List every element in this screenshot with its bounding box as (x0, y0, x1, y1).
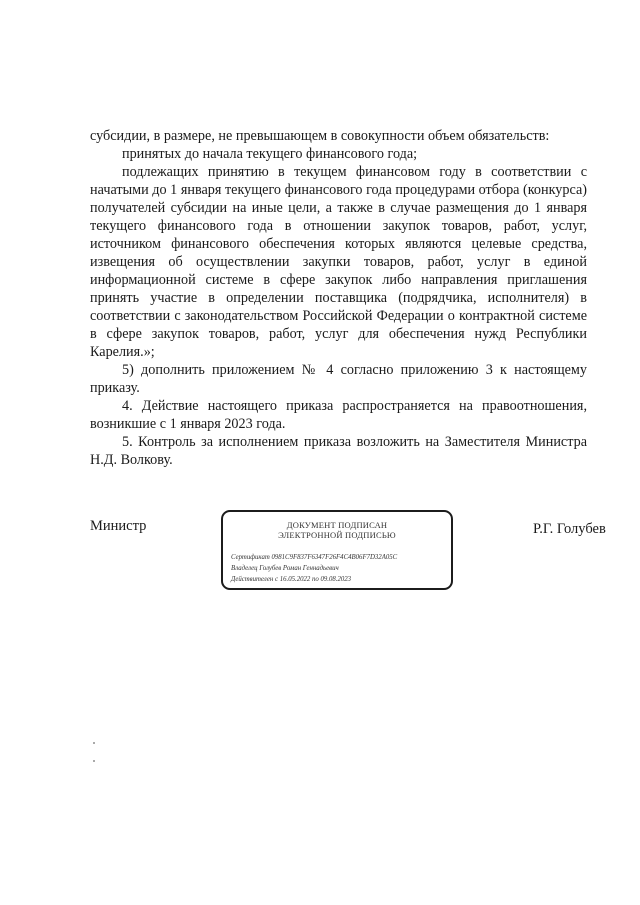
stamp-header-line-2: ЭЛЕКТРОННОЙ ПОДПИСЬЮ (278, 530, 396, 540)
scan-speck (93, 760, 95, 762)
paragraph-item-5-control: 5. Контроль за исполнением приказа возложить на Заместителя Министра Н.Д. Волкову. (90, 434, 587, 468)
signatory-name: Р.Г. Голубев (533, 521, 606, 537)
scan-speck (93, 742, 95, 744)
stamp-validity: Действителен с 16.05.2022 по 09.08.2023 (231, 576, 352, 583)
paragraph-item-5-appendix: 5) дополнить приложением № 4 согласно приложению 3 к настоящему приказу. (90, 362, 587, 396)
paragraph-subsidy-limit: субсидии, в размере, не превышающем в совокупности объем обязательств: (90, 128, 550, 144)
signatory-title: Министр (90, 518, 147, 534)
stamp-owner: Владелец Голубев Роман Геннадьевич (231, 565, 339, 572)
document-body (90, 127, 587, 469)
stamp-header-line-1: ДОКУМЕНТ ПОДПИСАН (286, 520, 388, 530)
paragraph-item-4-effective-date: 4. Действие настоящего приказа распространяется на правоотношения, возникшие с 1 января 2023 года. (90, 398, 587, 432)
electronic-signature-stamp (221, 510, 453, 590)
paragraph-accepted-obligations: принятых до начала текущего финансового года; (122, 146, 418, 162)
paragraph-pending-obligations: подлежащих принятию в текущем финансовом году в соответствии с начатыми до 1 января текущего финансового года процедурами отбора (конкурса) получателей субсидии на иные цели, а также в случае размещения до 1 января текущего финансового года в отношении закупок товаров, работ, услуг, источником финансового обеспечения которых являются целевые средства, извещения об осуществлении закупки товаров, работ, услуг в единой информационной системе в сфере закупок либо направления приглашения принять участие в определении поставщика (подрядчика, исполнителя) в соответствии с законодательством Российской Федерации о контрактной системе в сфере закупок товаров, работ, услуг для обеспечения нужд Республики Карелия.»; (90, 164, 587, 360)
stamp-header (223, 520, 451, 540)
stamp-certificate: Сертификат 0981C9F837F6347F26F4C4B06F7D32A05C (231, 554, 398, 561)
